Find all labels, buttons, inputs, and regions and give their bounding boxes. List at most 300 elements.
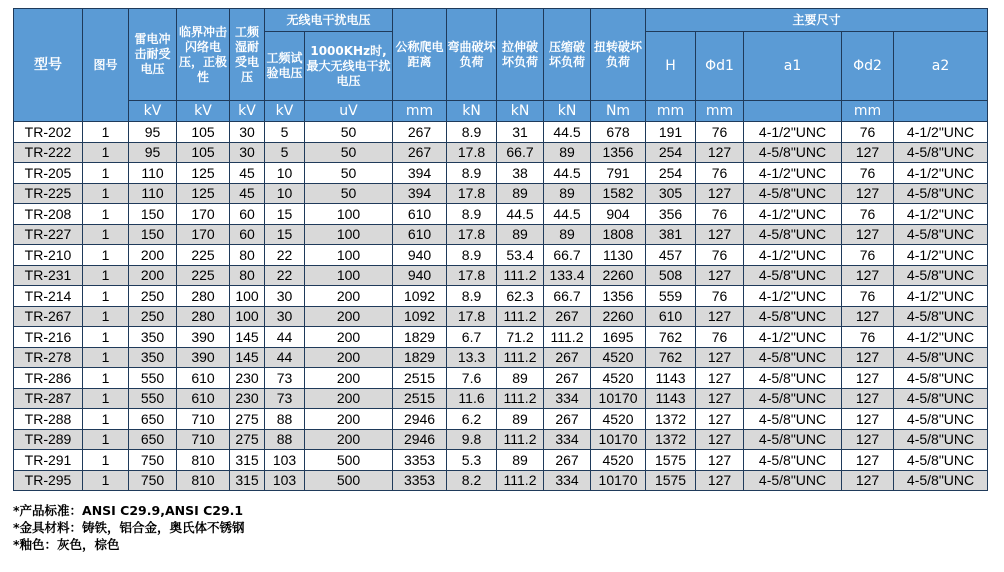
table-cell: 1092	[393, 306, 447, 327]
table-cell: 17.8	[447, 306, 497, 327]
table-cell: 127	[842, 306, 894, 327]
table-cell: 710	[177, 429, 230, 450]
table-cell: 89	[544, 142, 591, 163]
table-cell: 610	[646, 306, 696, 327]
table-cell: 127	[696, 368, 744, 389]
table-cell: 230	[230, 368, 265, 389]
table-cell: 66.7	[544, 245, 591, 266]
table-cell: TR-295	[14, 470, 83, 491]
table-row	[14, 286, 988, 307]
table-row	[14, 265, 988, 286]
table-cell: 3353	[393, 470, 447, 491]
table-cell: 334	[544, 388, 591, 409]
table-cell: TR-202	[14, 122, 83, 143]
table-cell: 4-5/8"UNC	[744, 183, 842, 204]
table-cell: 10	[265, 163, 305, 184]
table-cell: 1	[83, 429, 129, 450]
header-a1: a1	[744, 32, 842, 101]
table-cell: 4-5/8"UNC	[894, 409, 988, 430]
table-cell: 4-5/8"UNC	[894, 347, 988, 368]
table-cell: 1829	[393, 327, 447, 348]
table-cell: 17.8	[447, 224, 497, 245]
table-cell: 11.6	[447, 388, 497, 409]
table-cell: TR-222	[14, 142, 83, 163]
table-cell: 750	[129, 470, 177, 491]
table-cell: 4-1/2"UNC	[744, 245, 842, 266]
header-critical-flashover: 临界冲击闪络电压，正极性	[177, 9, 230, 101]
table-row	[14, 409, 988, 430]
table-cell: TR-214	[14, 286, 83, 307]
table-cell: 4-5/8"UNC	[744, 265, 842, 286]
table-cell: 89	[497, 450, 544, 471]
header-rf-group: 无线电干扰电压	[265, 9, 393, 32]
table-cell: 80	[230, 265, 265, 286]
table-cell: 50	[305, 163, 393, 184]
table-cell: 60	[230, 204, 265, 225]
table-cell: 4-5/8"UNC	[894, 388, 988, 409]
table-cell: 1	[83, 470, 129, 491]
table-row	[14, 306, 988, 327]
table-cell: 1808	[591, 224, 646, 245]
table-cell: 103	[265, 450, 305, 471]
table-cell: 125	[177, 183, 230, 204]
table-cell: 225	[177, 265, 230, 286]
header-torsion: 扭转破坏负荷	[591, 9, 646, 101]
table-cell: 2946	[393, 409, 447, 430]
table-cell: 127	[696, 409, 744, 430]
table-cell: 394	[393, 183, 447, 204]
table-cell: 4-5/8"UNC	[894, 142, 988, 163]
table-cell: 1575	[646, 450, 696, 471]
table-cell: 678	[591, 122, 646, 143]
table-cell: 5.3	[447, 450, 497, 471]
table-cell: TR-289	[14, 429, 83, 450]
notes	[13, 502, 987, 553]
table-cell: 127	[842, 429, 894, 450]
table-cell: 6.2	[447, 409, 497, 430]
table-cell: 267	[393, 142, 447, 163]
table-cell: 30	[230, 142, 265, 163]
table-cell: 17.8	[447, 142, 497, 163]
table-cell: 610	[177, 388, 230, 409]
table-row	[14, 224, 988, 245]
table-cell: 89	[497, 224, 544, 245]
table-cell: 4-1/2"UNC	[744, 204, 842, 225]
table-cell: 1	[83, 409, 129, 430]
table-cell: 45	[230, 183, 265, 204]
table-cell: 127	[696, 265, 744, 286]
table-cell: TR-225	[14, 183, 83, 204]
table-row	[14, 347, 988, 368]
table-cell: 3353	[393, 450, 447, 471]
table-cell: 76	[696, 204, 744, 225]
table-cell: 940	[393, 245, 447, 266]
table-cell: 10170	[591, 388, 646, 409]
table-cell: 71.2	[497, 327, 544, 348]
table-cell: 334	[544, 470, 591, 491]
table-cell: 2260	[591, 265, 646, 286]
table-cell: 100	[230, 306, 265, 327]
table-cell: 111.2	[497, 470, 544, 491]
table-cell: 267	[544, 368, 591, 389]
table-cell: 76	[842, 245, 894, 266]
table-cell: 610	[393, 204, 447, 225]
table-row	[14, 470, 988, 491]
table-cell: TR-205	[14, 163, 83, 184]
table-cell: 4-1/2"UNC	[894, 163, 988, 184]
table-cell: 394	[393, 163, 447, 184]
table-cell: 111.2	[497, 429, 544, 450]
table-cell: 1695	[591, 327, 646, 348]
table-cell: 1	[83, 347, 129, 368]
table-cell: 1	[83, 163, 129, 184]
table-cell: 2260	[591, 306, 646, 327]
spec-sheet	[13, 8, 987, 553]
table-cell: 200	[305, 327, 393, 348]
table-cell: 267	[544, 347, 591, 368]
table-row	[14, 163, 988, 184]
table-cell: 76	[696, 327, 744, 348]
table-cell: 1	[83, 224, 129, 245]
table-cell: 350	[129, 327, 177, 348]
table-cell: 89	[544, 183, 591, 204]
table-cell: 610	[177, 368, 230, 389]
header-figure: 图号	[83, 9, 129, 122]
table-cell: 95	[129, 122, 177, 143]
unit-cell: kV	[129, 101, 177, 122]
table-cell: 650	[129, 409, 177, 430]
table-cell: 4-5/8"UNC	[744, 347, 842, 368]
table-cell: 44.5	[497, 204, 544, 225]
table-cell: 254	[646, 142, 696, 163]
table-cell: 334	[544, 429, 591, 450]
table-cell: 127	[696, 306, 744, 327]
table-cell: 80	[230, 245, 265, 266]
header-rf-test-voltage: 工频试验电压	[265, 32, 305, 101]
table-cell: TR-267	[14, 306, 83, 327]
table-cell: 305	[646, 183, 696, 204]
table-cell: 230	[230, 388, 265, 409]
table-cell: 150	[129, 204, 177, 225]
table-cell: 8.9	[447, 122, 497, 143]
table-row	[14, 204, 988, 225]
table-cell: TR-227	[14, 224, 83, 245]
table-cell: 762	[646, 327, 696, 348]
table-cell: 9.8	[447, 429, 497, 450]
table-cell: 1	[83, 327, 129, 348]
table-cell: 4-5/8"UNC	[894, 183, 988, 204]
table-cell: 127	[696, 429, 744, 450]
table-row	[14, 388, 988, 409]
table-cell: 76	[696, 286, 744, 307]
table-cell: 650	[129, 429, 177, 450]
table-cell: TR-278	[14, 347, 83, 368]
table-cell: 89	[544, 224, 591, 245]
table-cell: 44.5	[544, 163, 591, 184]
table-cell: 710	[177, 409, 230, 430]
table-cell: 500	[305, 450, 393, 471]
table-cell: 60	[230, 224, 265, 245]
table-cell: 15	[265, 224, 305, 245]
table-cell: 44.5	[544, 204, 591, 225]
table-cell: TR-286	[14, 368, 83, 389]
table-cell: 8.2	[447, 470, 497, 491]
table-cell: 904	[591, 204, 646, 225]
table-cell: 200	[305, 306, 393, 327]
table-cell: 100	[305, 265, 393, 286]
table-cell: 44	[265, 327, 305, 348]
table-cell: 4520	[591, 450, 646, 471]
table-cell: 8.9	[447, 286, 497, 307]
table-cell: 280	[177, 286, 230, 307]
table-cell: 105	[177, 122, 230, 143]
table-cell: 267	[544, 409, 591, 430]
table-cell: 2515	[393, 388, 447, 409]
table-cell: 1	[83, 265, 129, 286]
table-cell: 44.5	[544, 122, 591, 143]
table-cell: 110	[129, 183, 177, 204]
table-cell: 127	[842, 368, 894, 389]
table-cell: 200	[305, 347, 393, 368]
table-cell: 4-5/8"UNC	[744, 409, 842, 430]
table-cell: 267	[544, 306, 591, 327]
table-cell: 127	[842, 142, 894, 163]
table-cell: 133.4	[544, 265, 591, 286]
header-h: H	[646, 32, 696, 101]
table-cell: 356	[646, 204, 696, 225]
table-cell: 103	[265, 470, 305, 491]
header-model: 型号	[14, 9, 83, 122]
table-cell: TR-287	[14, 388, 83, 409]
unit-cell: mm	[646, 101, 696, 122]
table-cell: 508	[646, 265, 696, 286]
table-cell: 17.8	[447, 265, 497, 286]
table-cell: 50	[305, 183, 393, 204]
table-cell: 550	[129, 388, 177, 409]
table-cell: 127	[842, 470, 894, 491]
table-header	[14, 9, 988, 122]
table-cell: 1	[83, 368, 129, 389]
table-cell: 111.2	[544, 327, 591, 348]
note-line: *金具材料：铸铁，铝合金，奥氏体不锈钢	[13, 520, 245, 535]
table-cell: 200	[305, 388, 393, 409]
table-cell: 1372	[646, 429, 696, 450]
table-cell: 762	[646, 347, 696, 368]
unit-cell: mm	[696, 101, 744, 122]
table-cell: 2515	[393, 368, 447, 389]
header-a2: a2	[894, 32, 988, 101]
table-cell: 8.9	[447, 163, 497, 184]
table-cell: 350	[129, 347, 177, 368]
table-cell: 791	[591, 163, 646, 184]
table-cell: 7.6	[447, 368, 497, 389]
table-cell: 1575	[646, 470, 696, 491]
table-cell: 4-5/8"UNC	[894, 368, 988, 389]
table-cell: 127	[696, 388, 744, 409]
table-cell: 15	[265, 204, 305, 225]
table-cell: 111.2	[497, 388, 544, 409]
table-cell: 4-1/2"UNC	[894, 245, 988, 266]
table-cell: 390	[177, 327, 230, 348]
table-row	[14, 450, 988, 471]
table-cell: 457	[646, 245, 696, 266]
table-cell: 44	[265, 347, 305, 368]
table-cell: 390	[177, 347, 230, 368]
table-cell: 6.7	[447, 327, 497, 348]
table-cell: 200	[305, 368, 393, 389]
table-cell: 76	[842, 286, 894, 307]
table-row	[14, 368, 988, 389]
table-cell: TR-288	[14, 409, 83, 430]
table-cell: 50	[305, 142, 393, 163]
table-cell: 76	[696, 245, 744, 266]
table-cell: 76	[696, 163, 744, 184]
table-cell: 4-1/2"UNC	[894, 286, 988, 307]
table-cell: 4520	[591, 368, 646, 389]
table-row	[14, 142, 988, 163]
table-cell: 8.9	[447, 245, 497, 266]
table-row	[14, 327, 988, 348]
header-creepage: 公称爬电距离	[393, 9, 447, 101]
table-cell: 127	[696, 142, 744, 163]
table-cell: 127	[842, 388, 894, 409]
table-cell: 127	[842, 409, 894, 430]
table-cell: 500	[305, 470, 393, 491]
table-cell: 200	[305, 429, 393, 450]
header-tensile: 拉伸破坏负荷	[497, 9, 544, 101]
table-cell: 100	[305, 245, 393, 266]
units-row	[14, 101, 988, 122]
unit-cell: kN	[497, 101, 544, 122]
table-cell: TR-291	[14, 450, 83, 471]
table-cell: 559	[646, 286, 696, 307]
table-cell: 127	[696, 470, 744, 491]
table-cell: 62.3	[497, 286, 544, 307]
table-cell: 100	[230, 286, 265, 307]
table-cell: 76	[842, 122, 894, 143]
table-cell: 4-5/8"UNC	[744, 142, 842, 163]
table-cell: 1356	[591, 286, 646, 307]
table-cell: 315	[230, 450, 265, 471]
table-cell: 127	[842, 347, 894, 368]
table-cell: 170	[177, 204, 230, 225]
table-cell: 4-1/2"UNC	[894, 204, 988, 225]
table-cell: 22	[265, 245, 305, 266]
table-cell: 4-5/8"UNC	[894, 450, 988, 471]
spec-table	[13, 8, 988, 491]
table-cell: 200	[129, 265, 177, 286]
table-cell: 76	[842, 204, 894, 225]
unit-cell: mm	[842, 101, 894, 122]
table-cell: 89	[497, 183, 544, 204]
table-cell: 73	[265, 368, 305, 389]
table-cell: 127	[842, 224, 894, 245]
table-cell: 1092	[393, 286, 447, 307]
table-cell: 5	[265, 122, 305, 143]
table-cell: 170	[177, 224, 230, 245]
table-body	[14, 122, 988, 491]
table-cell: 275	[230, 409, 265, 430]
header-power-freq: 工频湿耐受电压	[230, 9, 265, 101]
table-cell: 4520	[591, 347, 646, 368]
table-cell: 30	[265, 306, 305, 327]
table-cell: 145	[230, 327, 265, 348]
table-cell: 940	[393, 265, 447, 286]
table-cell: 30	[265, 286, 305, 307]
table-cell: 76	[842, 163, 894, 184]
table-cell: 254	[646, 163, 696, 184]
table-cell: 30	[230, 122, 265, 143]
table-cell: 4-1/2"UNC	[744, 286, 842, 307]
table-cell: 66.7	[544, 286, 591, 307]
table-row	[14, 183, 988, 204]
table-cell: TR-216	[14, 327, 83, 348]
table-cell: 127	[842, 265, 894, 286]
header-bending: 弯曲破坏负荷	[447, 9, 497, 101]
table-cell: 4-5/8"UNC	[894, 224, 988, 245]
table-cell: 280	[177, 306, 230, 327]
table-cell: 8.9	[447, 204, 497, 225]
table-cell: TR-231	[14, 265, 83, 286]
table-cell: 88	[265, 429, 305, 450]
unit-cell: kN	[544, 101, 591, 122]
table-cell: 127	[696, 450, 744, 471]
table-cell: 127	[842, 183, 894, 204]
table-cell: 89	[497, 368, 544, 389]
table-cell: 1	[83, 286, 129, 307]
unit-cell: kN	[447, 101, 497, 122]
table-cell: 315	[230, 470, 265, 491]
table-cell: 1	[83, 142, 129, 163]
table-cell: 1	[83, 306, 129, 327]
table-cell: 200	[305, 286, 393, 307]
table-cell: 105	[177, 142, 230, 163]
unit-cell: kV	[230, 101, 265, 122]
table-cell: 125	[177, 163, 230, 184]
table-cell: 1	[83, 245, 129, 266]
table-cell: 88	[265, 409, 305, 430]
table-cell: 200	[305, 409, 393, 430]
table-row	[14, 429, 988, 450]
header-rf-max: 1000KHz时,最大无线电干扰电压	[305, 32, 393, 101]
table-cell: 4-5/8"UNC	[894, 265, 988, 286]
table-cell: 1	[83, 204, 129, 225]
table-cell: 76	[842, 327, 894, 348]
table-cell: 111.2	[497, 347, 544, 368]
table-cell: 76	[696, 122, 744, 143]
table-cell: 4-5/8"UNC	[744, 450, 842, 471]
unit-cell: Nm	[591, 101, 646, 122]
unit-cell	[894, 101, 988, 122]
table-cell: 4-5/8"UNC	[894, 470, 988, 491]
table-cell: 1130	[591, 245, 646, 266]
unit-cell: kV	[177, 101, 230, 122]
note-line: *釉色：灰色，棕色	[13, 537, 120, 552]
table-cell: 1	[83, 450, 129, 471]
unit-cell	[744, 101, 842, 122]
header-lightning-impulse: 雷电冲击耐受电压	[129, 9, 177, 101]
table-cell: 610	[393, 224, 447, 245]
table-cell: 810	[177, 450, 230, 471]
table-cell: 150	[129, 224, 177, 245]
table-cell: TR-208	[14, 204, 83, 225]
table-cell: 145	[230, 347, 265, 368]
table-cell: 1356	[591, 142, 646, 163]
table-cell: 50	[305, 122, 393, 143]
table-cell: 73	[265, 388, 305, 409]
table-cell: 100	[305, 224, 393, 245]
unit-cell: uV	[305, 101, 393, 122]
